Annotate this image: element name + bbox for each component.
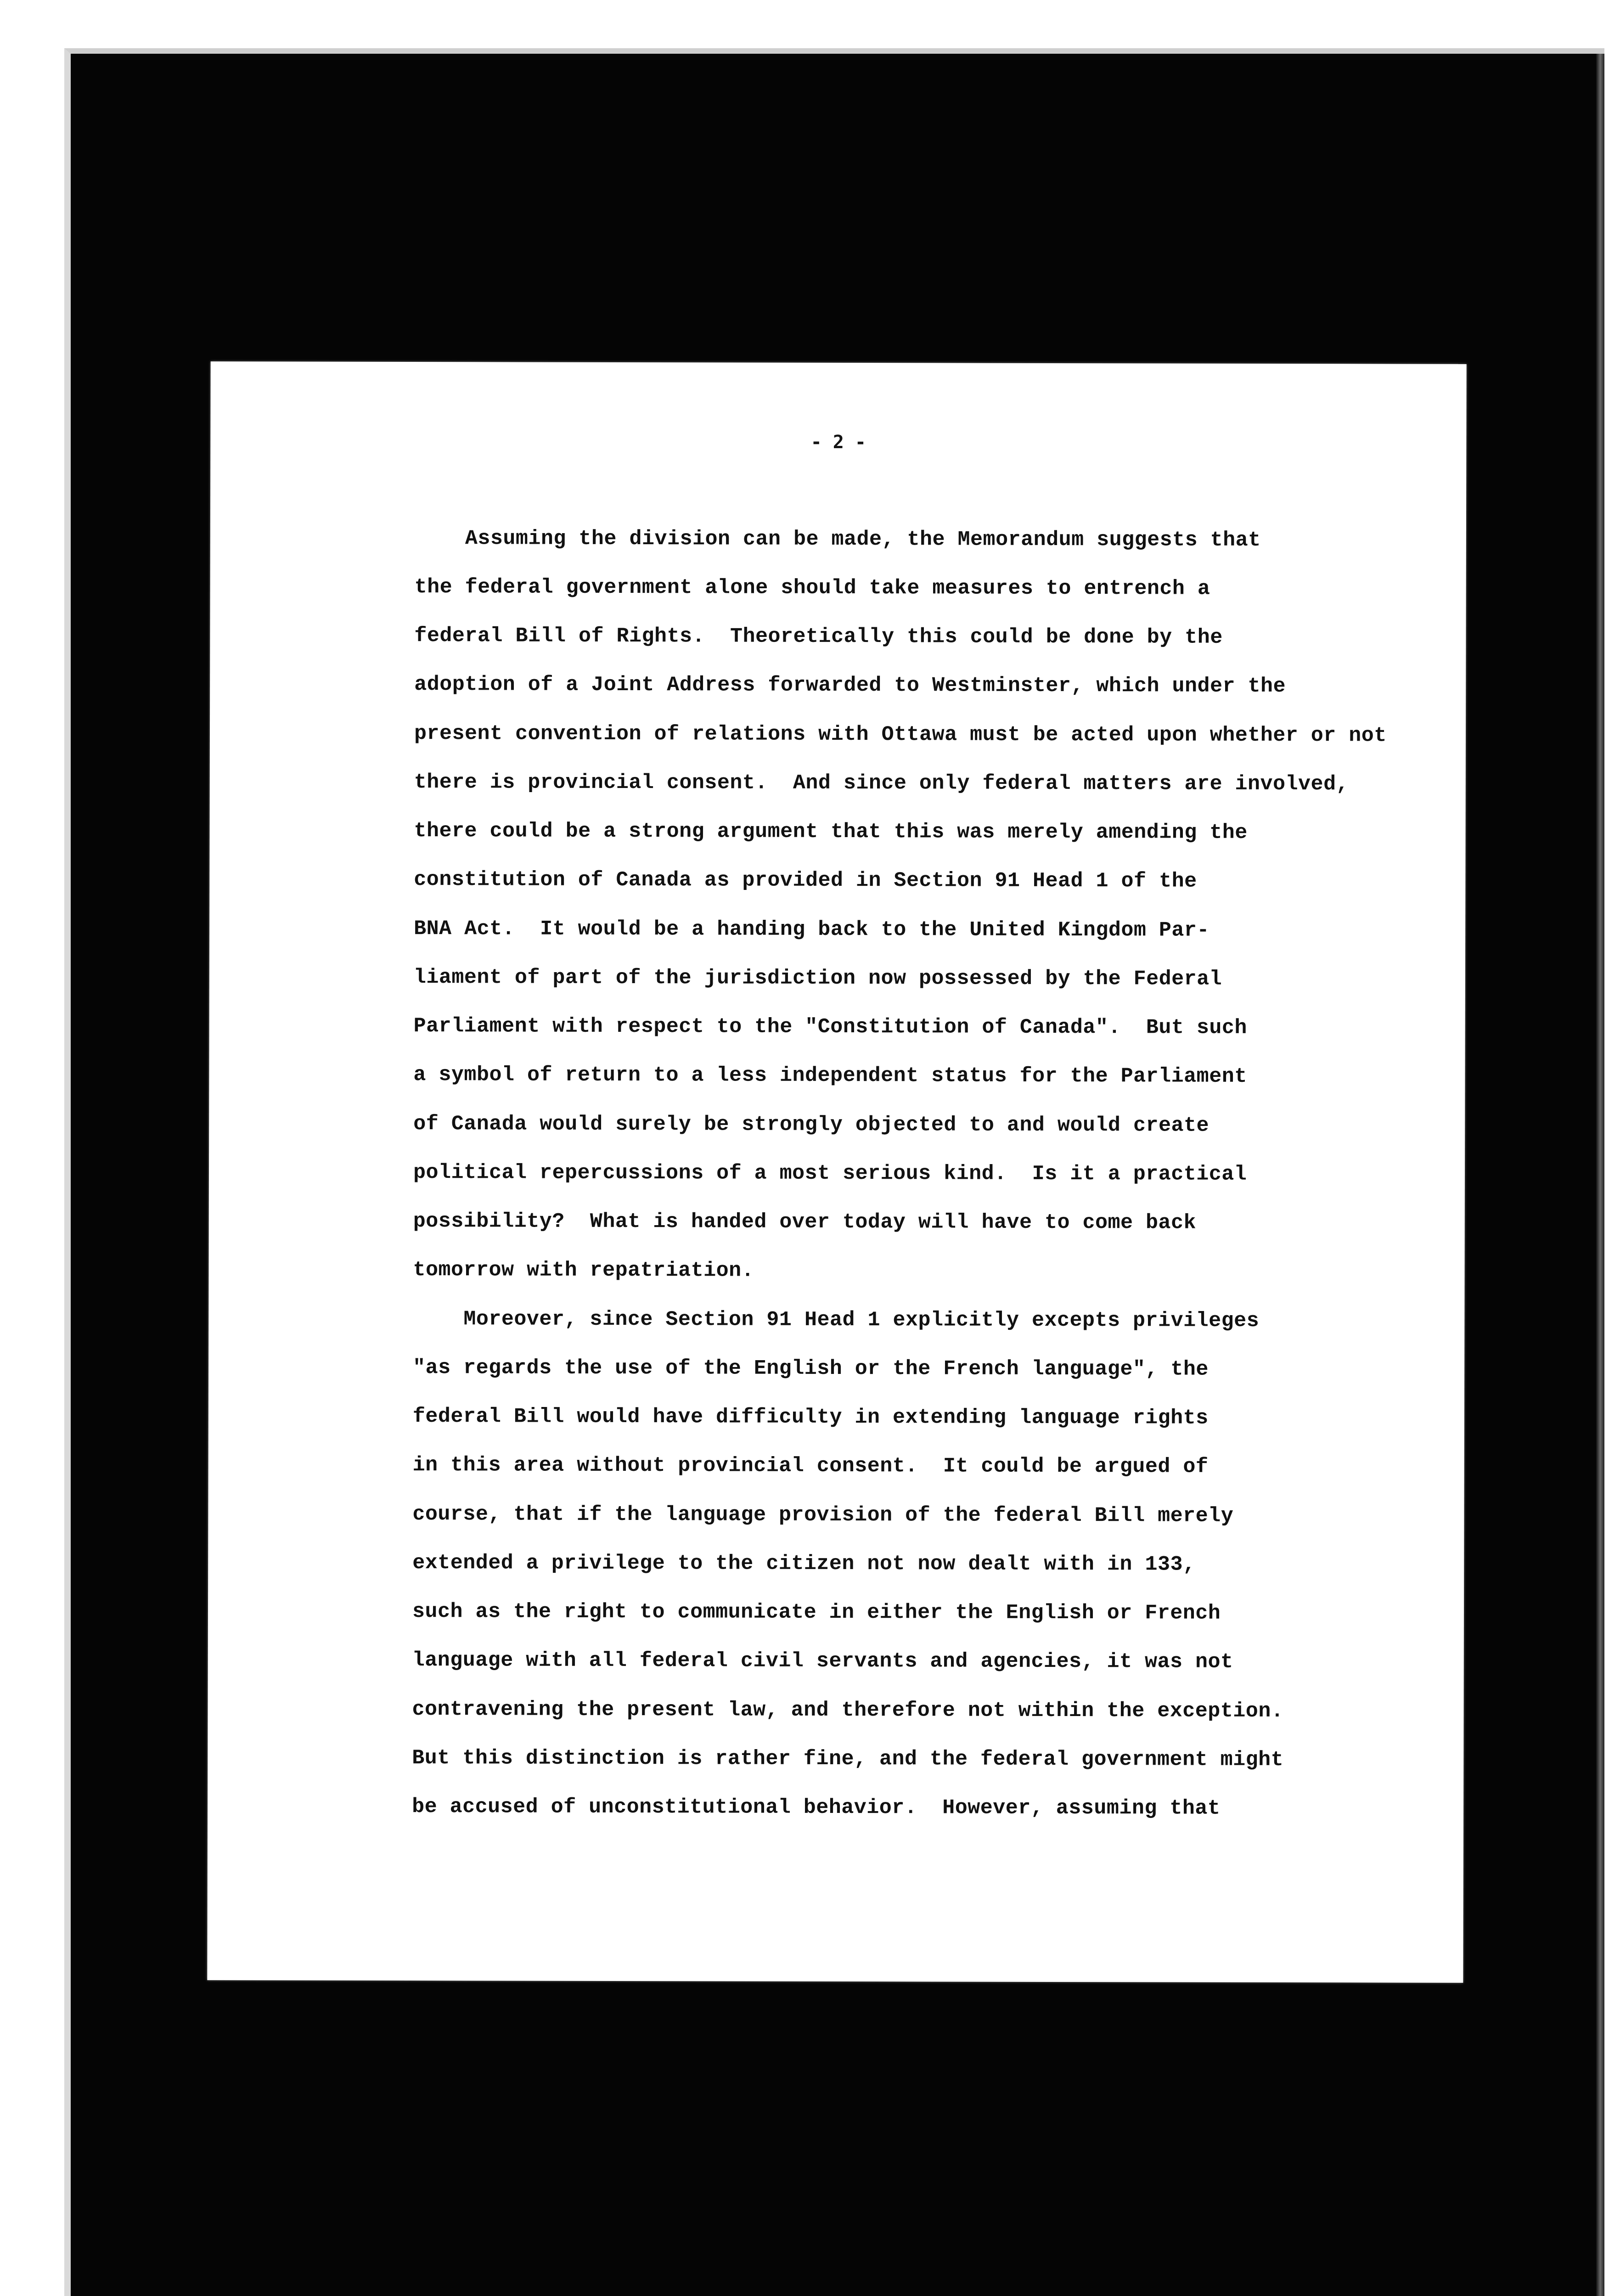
text-line: of Canada would surely be strongly objected to and would create xyxy=(413,1112,1210,1137)
text-line: liament of part of the jurisdiction now possessed by the Federal xyxy=(413,966,1222,991)
text-line: language with all federal civil servants and agencies, it was not xyxy=(412,1649,1233,1674)
text-line: "as regards the use of the English or the French language", the xyxy=(413,1356,1209,1381)
text-line: the federal government alone should take measures to entrench a xyxy=(414,575,1210,601)
text-line: federal Bill of Rights. Theoretically this could be done by the xyxy=(414,624,1223,649)
text-line: Assuming the division can be made, the Memorandum suggests that xyxy=(414,527,1261,552)
film-edge xyxy=(1596,54,1604,2296)
text-line: Moreover, since Section 91 Head 1 explicitly excepts privileges xyxy=(413,1307,1260,1333)
text-line: possibility? What is handed over today will have to come back xyxy=(413,1210,1197,1235)
document-page xyxy=(207,361,1466,1983)
text-line: a symbol of return to a less independent status for the Parliament xyxy=(413,1063,1247,1088)
text-line: present convention of relations with Ottawa must be acted upon whether or not xyxy=(414,722,1387,748)
text-line: federal Bill would have difficulty in extending language rights xyxy=(412,1405,1209,1430)
text-line: there could be a strong argument that this was merely amending the xyxy=(414,819,1248,844)
text-line: constitution of Canada as provided in Section 91 Head 1 of the xyxy=(414,868,1197,893)
text-line: there is provincial consent. And since only federal matters are involved, xyxy=(414,771,1349,796)
page-number: - 2 - xyxy=(810,431,866,453)
text-line: tomorrow with repatriation. xyxy=(413,1258,754,1283)
text-line: political repercussions of a most serious kind. Is it a practical xyxy=(413,1161,1247,1186)
text-line: But this distinction is rather fine, and the federal government might xyxy=(412,1746,1284,1772)
text-line: in this area without provincial consent. It could be argued of xyxy=(412,1453,1209,1479)
text-line: Parliament with respect to the "Constitution of Canada". But such xyxy=(413,1014,1248,1040)
text-line: such as the right to communicate in either the English or French xyxy=(412,1600,1221,1625)
text-line: course, that if the language provision of the federal Bill merely xyxy=(412,1503,1234,1528)
text-line: contravening the present law, and therefore not within the exception. xyxy=(412,1698,1284,1723)
text-line: BNA Act. It would be a handing back to the United Kingdom Par- xyxy=(414,917,1210,942)
text-line: be accused of unconstitutional behavior. However, assuming that xyxy=(412,1795,1221,1820)
text-line: extended a privilege to the citizen not now dealt with in 133, xyxy=(412,1551,1196,1576)
text-line: adoption of a Joint Address forwarded to Westminster, which under the xyxy=(414,673,1286,698)
